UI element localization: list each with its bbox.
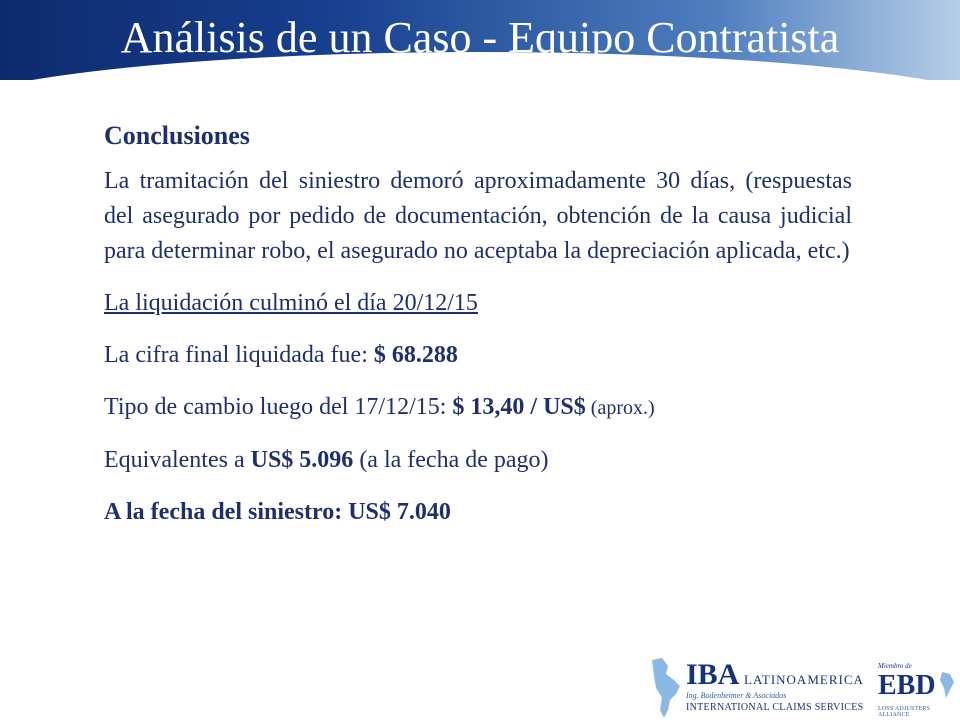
claim-date-value-line: A la fecha del siniestro: US$ 7.040	[104, 499, 451, 525]
firm-name-text: Ing. Bodenheimer & Asociados	[686, 691, 787, 700]
slide-content	[104, 118, 852, 547]
services-text: INTERNATIONAL CLAIMS SERVICES	[686, 702, 864, 713]
latinoamerica-logo-text: LATINOAMERICA	[744, 672, 864, 687]
section-heading: Conclusiones	[104, 121, 250, 150]
final-amount-line	[104, 338, 852, 373]
alliance-text: LOSS ADJUSTERS ALLIANCE	[878, 706, 930, 718]
final-amount-value: $ 68.288	[373, 342, 458, 368]
footer-logos	[646, 656, 960, 720]
ebd-globe-icon	[938, 670, 958, 700]
equivalent-label: Equivalentes a	[104, 447, 251, 473]
latam-map-icon	[646, 656, 686, 720]
slide-title: Análisis de un Caso - Equipo Contratista	[120, 13, 840, 62]
exchange-rate-value: $ 13,40 / US$	[452, 394, 586, 420]
equivalent-value: US$ 5.096	[250, 447, 354, 473]
equivalent-note: (a la fecha de pago)	[353, 447, 549, 473]
exchange-rate-note: (aprox.)	[585, 397, 655, 419]
exchange-rate-label: Tipo de cambio luego del 17/12/15:	[104, 394, 453, 420]
miembro-text: Miembro de	[878, 662, 912, 670]
iba-logo-text: IBA	[686, 658, 740, 691]
conclusion-paragraph: La tramitación del siniestro demoró aproximadamente 30 días, (respuestas del asegurado por pedido de documentación, obtención de la causa judicial para determinar robo, el asegurado no aceptaba la depreciación aplicada, etc.)	[104, 168, 852, 264]
ebd-logo-text: EBD	[878, 670, 936, 701]
liquidation-date-line: La liquidación culminó el día 20/12/15	[104, 290, 478, 316]
equivalent-line	[104, 443, 852, 478]
final-amount-label: La cifra final liquidada fue:	[104, 342, 374, 368]
exchange-rate-line	[104, 390, 852, 426]
